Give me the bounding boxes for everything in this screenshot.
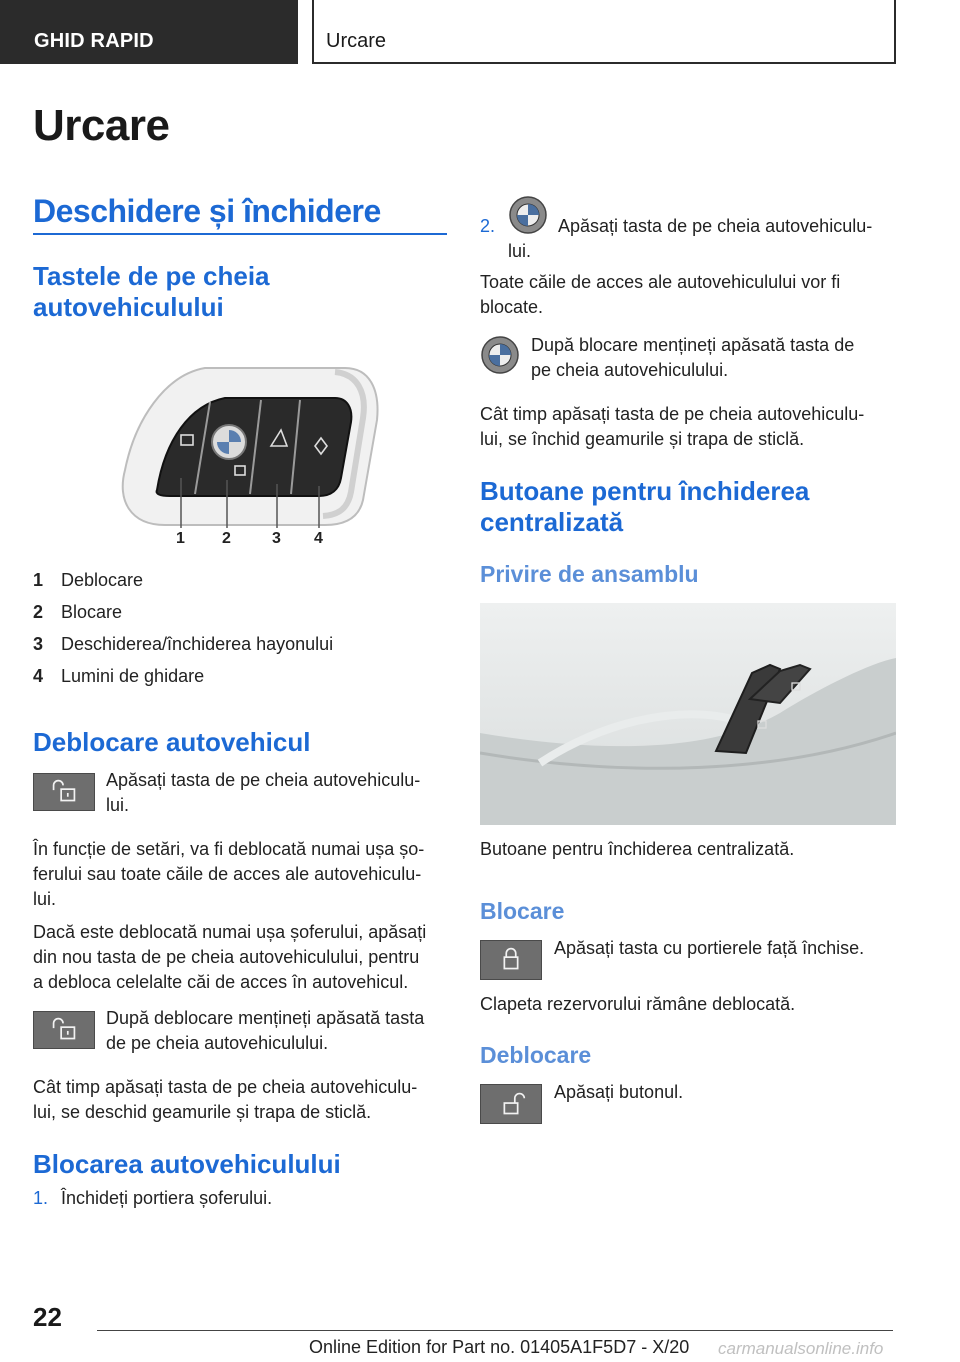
callout-number: 3 [272, 530, 281, 547]
footer-watermark: carmanualsonline.info [718, 1339, 884, 1358]
page-number: 22 [33, 1302, 62, 1332]
lock-step-2: 2. [480, 216, 496, 236]
legend-item: 4 Lumini de ghidare [33, 666, 205, 686]
central-lock-title-blocare: Blocare [480, 898, 565, 924]
unlock-hold-icon-box [33, 1011, 95, 1049]
footer-edition: Online Edition for Part no. 01405A1F5D7 - X/20 [309, 1337, 690, 1357]
central-lock-icon-box [480, 940, 542, 980]
central-unlock-title: Deblocare [480, 1042, 592, 1068]
key-fob-illustration [95, 360, 395, 550]
key-section-title: Tastele de pe cheia autovehiculului [33, 261, 270, 322]
unlock-vehicle-title: Deblocare autovehicul [33, 727, 311, 757]
unlock-paragraph-1: În funcție de setări, va fi deblocată numai ușa șo- ferului sau toate căile de acces ale autovehiculu- lui. [33, 839, 425, 909]
key-legend [33, 568, 447, 696]
unlock-icon [504, 1103, 517, 1113]
section-rule [33, 233, 447, 235]
central-unlock-text: Apăsați butonul. [554, 1082, 684, 1102]
page-title: Urcare [33, 101, 170, 150]
bmw-key-icon [508, 195, 548, 235]
callout-number: 2 [222, 530, 231, 547]
central-unlock-icon-box [480, 1084, 542, 1124]
bmw-key-icon [480, 335, 520, 375]
section-title: Deschidere și închidere [33, 193, 381, 229]
callout-number: 1 [176, 530, 185, 547]
central-lock-title: Butoane pentru închiderea centralizată [480, 476, 810, 537]
photo-caption: Butoane pentru închiderea centralizată. [480, 839, 795, 859]
lock-paragraph-2: Cât timp apăsați tasta de pe cheia autovehiculu- lui, se închid geamurile și trapa de sticlă. [480, 404, 865, 449]
unlock-paragraph-2: Dacă este deblocată numai ușa șoferului, apăsați din nou tasta de pe cheia autovehiculului, pentru a debloca celelalte căi de acces în autovehicul. [33, 922, 427, 992]
lock-icon [504, 957, 517, 968]
central-lock-note: Clapeta rezervorului rămâne deblocată. [480, 994, 796, 1014]
lock-step-2-text-l1: Apăsați tasta de pe cheia autovehiculu- [558, 216, 873, 236]
lock-step-2-text-l2: lui. [508, 241, 532, 261]
callout-number: 4 [314, 530, 323, 547]
lock-vehicle-title: Blocarea autovehiculului [33, 1149, 341, 1179]
unlock-icon-text: Apăsați tasta de pe cheia autovehiculu- lui. [106, 770, 421, 815]
footer-rule [97, 1330, 893, 1331]
central-lock-text: Apăsați tasta cu portierele față închise. [554, 938, 865, 958]
chapter-label: GHID RAPID [34, 30, 154, 52]
overview-title: Privire de ansamblu [480, 561, 699, 587]
header-section-tab [312, 0, 896, 64]
unlock-icon-box [33, 773, 95, 811]
unlock-hold-text: După deblocare mențineți apăsată tasta de pe cheia autovehiculului. [106, 1008, 425, 1053]
unlock-paragraph-3: Cât timp apăsați tasta de pe cheia autovehiculu- lui, se deschid geamurile și trapa de sticlă. [33, 1077, 418, 1122]
lock-step-1: 1. Închideți portiera șoferului. [33, 1188, 273, 1208]
legend-item: 2 Blocare [33, 602, 123, 622]
lock-paragraph-1: Toate căile de acces ale autovehiculului vor fi blocate. [480, 272, 841, 317]
legend-item: 1 Deblocare [33, 570, 144, 590]
lock-hold-text: După blocare mențineți apăsată tasta de pe cheia autovehiculului. [531, 335, 855, 380]
section-label: Urcare [326, 30, 387, 52]
header-chapter-tab [0, 0, 298, 64]
door-buttons-photo [480, 603, 896, 825]
legend-item: 3 Deschiderea/închiderea hayonului [33, 634, 334, 654]
